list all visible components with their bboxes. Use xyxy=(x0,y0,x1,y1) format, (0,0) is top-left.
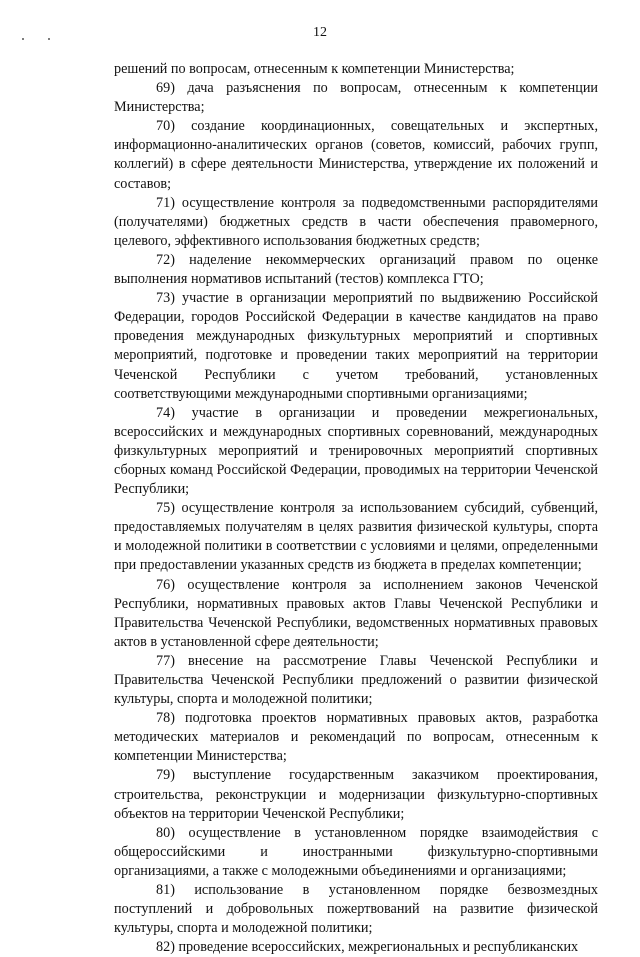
paragraph-item-82: 82) проведение всероссийских, межрегиональных и республиканских xyxy=(156,939,579,956)
paragraph-item-75: 75) осуществление контроля за использованием субсидий, субвенций, предоставляемых получателям в целях развития физической культуры, спорта и молодежной политики в соответствии с условиями и целями, определенными при предоставлении указанных средств из бюджета в пределах компетенции; xyxy=(114,500,598,574)
document-body xyxy=(114,60,598,957)
paragraph-item-70: 70) создание координационных, совещательных и экспертных, информационно-аналитических органов (советов, комиссий, рабочих групп, коллегий) в сфере деятельности Министерства, утверждение их положений и составов; xyxy=(114,118,598,192)
paragraph-item-76: 76) осуществление контроля за исполнением законов Чеченской Республики, нормативных правовых актов Главы Чеченской Республики и Правительства Чеченской Республики, ведомственных нормативных правовых актов в установленной сфере деятельности; xyxy=(114,576,598,650)
paragraph-item-79: 79) выступление государственным заказчиком проектирования, строительства, реконструкции и модернизации физкультурно-спортивных объектов на территории Чеченской Республики; xyxy=(114,767,598,822)
paragraph-item-74: 74) участие в организации и проведении межрегиональных, всероссийских и международных спортивных соревнований, международных физкультурных мероприятий и тренировочных мероприятий спортивных сборных команд Российской Федерации, проводимых на территории Чеченской Республики; xyxy=(114,404,598,498)
paragraph-item-80: 80) осуществление в установленном порядке взаимодействия с общероссийскими и иностранными физкультурно-спортивными организациями, а также с молодежными объединениями и организациями; xyxy=(114,824,598,879)
paragraph-item-73: 73) участие в организации мероприятий по выдвижению Российской Федерации, городов Российской Федерации в качестве кандидатов на право проведения международных физкультурных мероприятий и спортивных мероприятий, подготовке и проведении таких мероприятий на территории Чеченской Республики с учетом требований, установленных соответствующими международными спортивными организациями; xyxy=(114,290,598,402)
paragraph-item-72: 72) наделение некоммерческих организаций правом по оценке выполнения нормативов испытаний (тестов) комплекса ГТО; xyxy=(114,251,598,288)
paragraph-item-77: 77) внесение на рассмотрение Главы Чеченской Республики и Правительства Чеченской Республики предложений о развитии физической культуры, спорта и молодежной политики; xyxy=(114,652,598,708)
paragraph-item-81: 81) использование в установленном порядке безвозмездных поступлений и добровольных пожертвований на развитие физической культуры, спорта и молодежной политики; xyxy=(114,882,598,937)
paragraph-item-78: 78) подготовка проектов нормативных правовых актов, разработка методических материалов и рекомендаций по вопросам, отнесенным к компетенции Министерства; xyxy=(114,710,598,765)
paragraph-item-71: 71) осуществление контроля за подведомственными распорядителями (получателями) бюджетных средств в части обеспечения правомерного, целевого, эффективного использования бюджетных средств; xyxy=(114,194,598,249)
page-number: 12 xyxy=(313,25,327,40)
paragraph-continuation: решений по вопросам, отнесенным к компетенции Министерства; xyxy=(114,61,515,77)
paragraph-item-69: 69) дача разъяснения по вопросам, отнесенным к компетенции Министерства; xyxy=(114,80,598,116)
